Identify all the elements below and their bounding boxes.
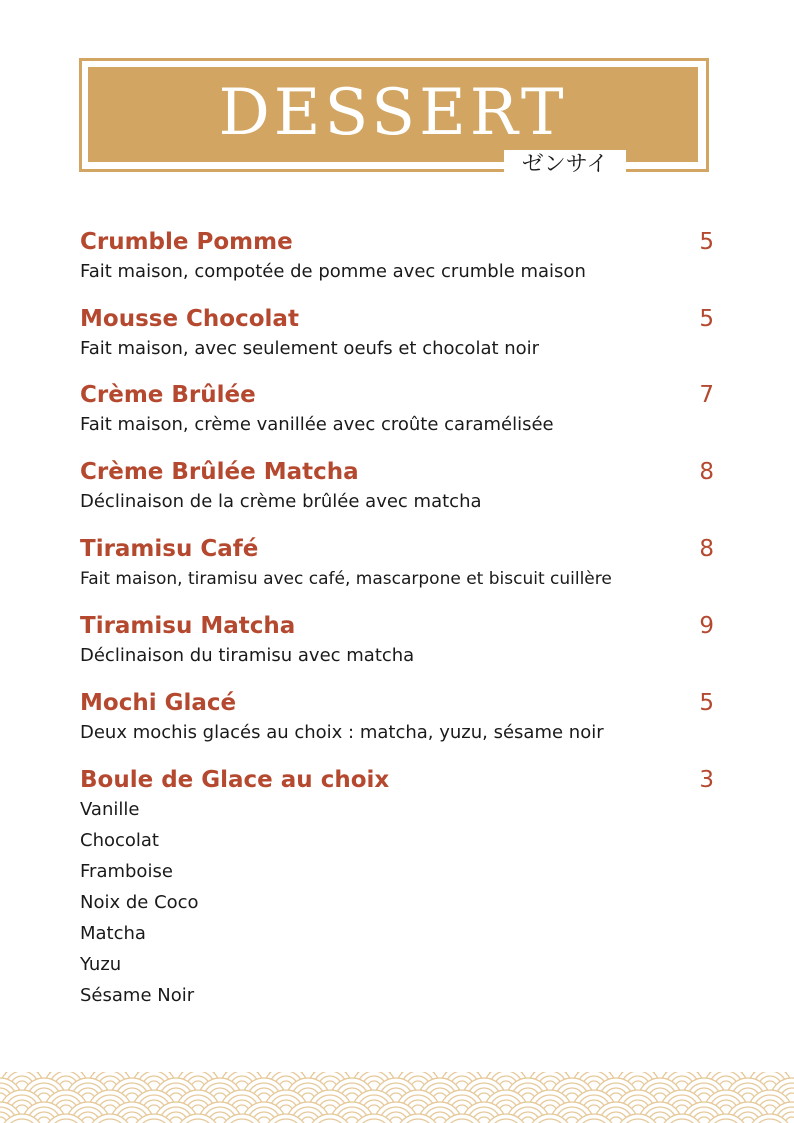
menu-item-description: Déclinaison du tiramisu avec matcha — [80, 645, 415, 666]
flavor-item: Framboise — [80, 861, 173, 882]
flavor-item: Vanille — [80, 799, 140, 820]
menu-item-name: Crumble Pomme — [80, 229, 293, 255]
flavor-item: Yuzu — [80, 954, 122, 975]
menu-item-description: Fait maison, avec seulement oeufs et chocolat noir — [80, 338, 540, 359]
menu-item-name: Mousse Chocolat — [80, 306, 299, 332]
flavor-item: Sésame Noir — [80, 985, 195, 1006]
page-subtitle: ゼンサイ — [504, 150, 626, 180]
menu-item-price: 8 — [699, 459, 714, 485]
menu-item-description: Fait maison, crème vanillée avec croûte caramélisée — [80, 414, 554, 435]
menu-item-name: Crème Brûlée — [80, 382, 256, 408]
menu-item-description: Fait maison, compotée de pomme avec crumble maison — [80, 261, 586, 282]
menu-item-price: 8 — [699, 536, 714, 562]
menu-item-price: 5 — [699, 306, 714, 332]
flavor-item: Noix de Coco — [80, 892, 199, 913]
menu-item-price: 5 — [699, 690, 714, 716]
flavor-item: Matcha — [80, 923, 146, 944]
menu-item-name: Boule de Glace au choix — [80, 767, 390, 793]
menu-item-price: 3 — [699, 767, 714, 793]
menu-item-description: Deux mochis glacés au choix : matcha, yuzu, sésame noir — [80, 722, 604, 743]
menu-item-description: Fait maison, tiramisu avec café, mascarpone et biscuit cuillère — [80, 569, 612, 589]
menu-item-name: Tiramisu Matcha — [80, 613, 296, 639]
wave-pattern-footer — [0, 1072, 794, 1123]
page-title: DESSERT — [218, 76, 568, 150]
menu-item-description: Déclinaison de la crème brûlée avec matcha — [80, 491, 482, 512]
flavor-item: Chocolat — [80, 830, 159, 851]
menu-item-price: 5 — [699, 229, 714, 255]
menu-item-price: 7 — [699, 382, 714, 408]
menu-item-name: Mochi Glacé — [80, 690, 237, 716]
menu-item-price: 9 — [699, 613, 714, 639]
menu-item-name: Tiramisu Café — [80, 536, 259, 562]
menu-item-name: Crème Brûlée Matcha — [80, 459, 359, 485]
